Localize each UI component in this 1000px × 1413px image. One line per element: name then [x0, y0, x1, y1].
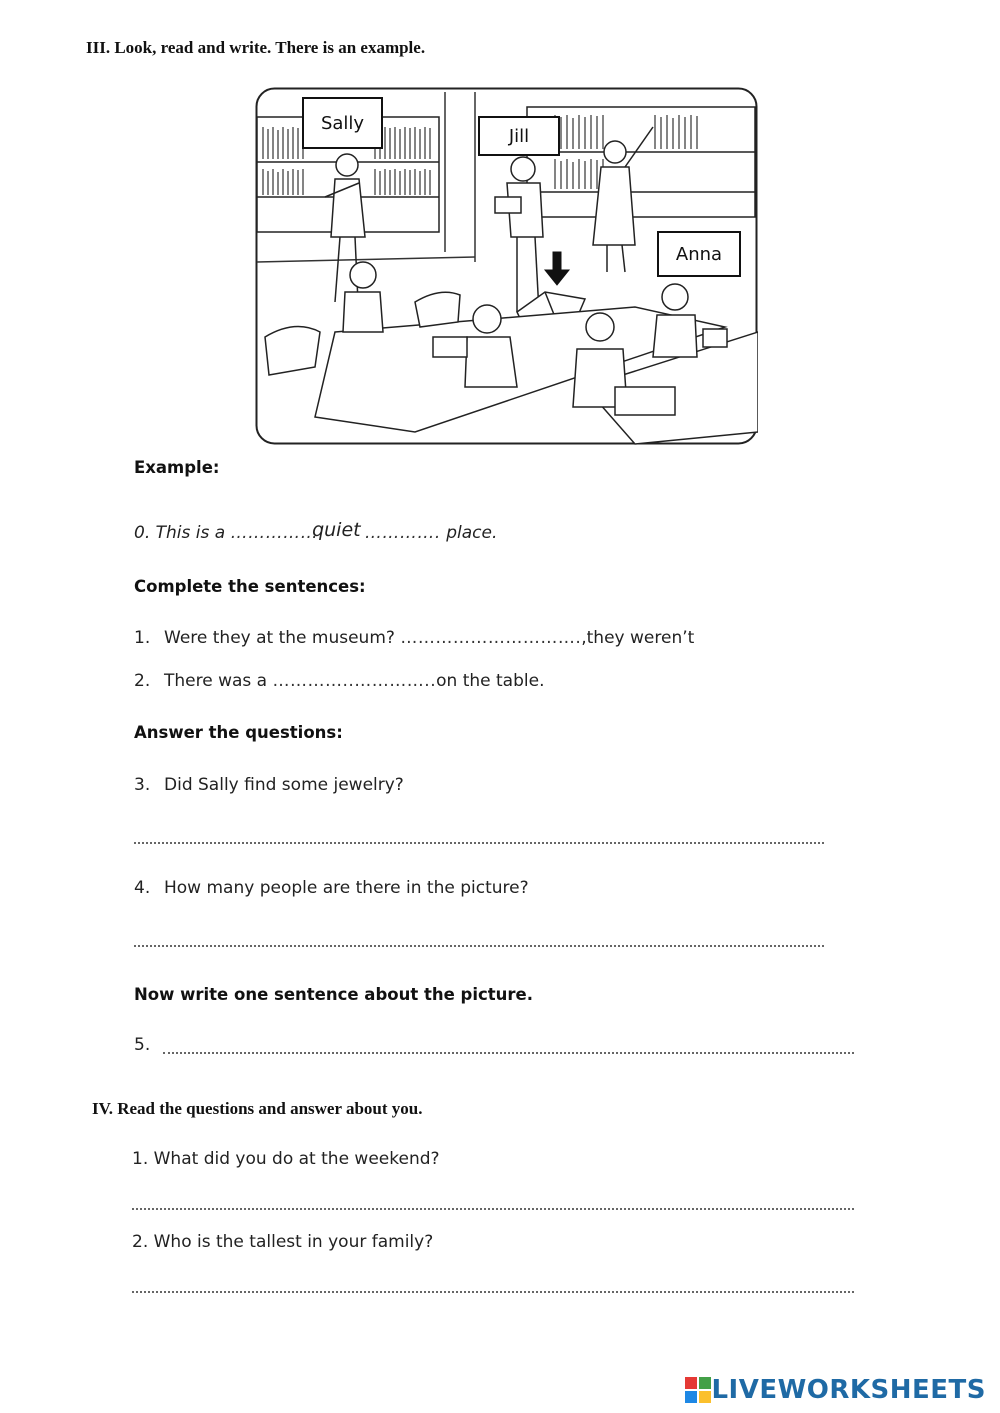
- example-answer: quiet: [312, 519, 361, 541]
- question-2: [134, 671, 544, 691]
- library-picture: [255, 87, 758, 445]
- answer-heading: Answer the questions:: [134, 723, 343, 742]
- label-sally: [302, 97, 383, 149]
- write-heading: Now write one sentence about the picture.: [134, 985, 534, 1004]
- question-2-number: 2.: [134, 671, 151, 691]
- question-3-text: Did Sally find some jewelry?: [164, 775, 404, 795]
- example-dots-before: ……………: [230, 523, 319, 543]
- complete-heading: Complete the sentences:: [134, 577, 366, 596]
- section-4-question-1: 1. What did you do at the weekend?: [132, 1149, 440, 1169]
- example-dots-after: ………….: [364, 523, 441, 543]
- question-4: [134, 878, 529, 898]
- label-jill-text: Jill: [508, 125, 530, 147]
- question-1-text-after: ,they weren’t: [581, 628, 695, 648]
- question-4-text: How many people are there in the picture?: [164, 878, 529, 898]
- question-1-number: 1.: [134, 628, 151, 648]
- section-4-question-2: 2. Who is the tallest in your family?: [132, 1232, 434, 1252]
- section-4-question-2-answer-line[interactable]: [132, 1291, 854, 1293]
- section-4-question-1-answer-line[interactable]: [132, 1208, 854, 1210]
- example-answer-wrap: [312, 519, 365, 543]
- question-2-blank[interactable]: …………..…………..: [272, 671, 437, 691]
- question-3-answer-line[interactable]: [134, 842, 824, 844]
- question-5-number: 5.: [134, 1035, 151, 1055]
- question-3: [134, 775, 404, 795]
- liveworksheets-logo: [685, 1375, 986, 1405]
- section-4-title: IV. Read the questions and answer about you.: [92, 1099, 423, 1118]
- question-1: [134, 628, 694, 648]
- question-4-answer-line[interactable]: [134, 945, 824, 947]
- label-anna: [657, 231, 741, 277]
- label-anna-text: Anna: [675, 243, 723, 265]
- section-3-title: III. Look, read and write. There is an example.: [86, 38, 426, 57]
- example-sentence: [134, 519, 498, 543]
- label-sally-text: Sally: [320, 112, 365, 134]
- question-4-number: 4.: [134, 878, 151, 898]
- question-1-text-before: Were they at the museum?: [164, 628, 401, 648]
- question-2-text-after: on the table.: [436, 671, 545, 691]
- label-jill: [478, 116, 560, 156]
- example-suffix: place.: [440, 523, 498, 543]
- logo-grid-icon: [685, 1377, 711, 1403]
- question-5-answer-line[interactable]: [163, 1052, 854, 1054]
- question-3-number: 3.: [134, 775, 151, 795]
- example-heading: Example:: [134, 458, 220, 477]
- example-prefix: 0. This is a: [134, 523, 231, 543]
- question-2-text-before: There was a: [164, 671, 273, 691]
- question-1-blank[interactable]: ………………………….: [400, 628, 582, 648]
- logo-text: LIVEWORKSHEETS: [711, 1375, 986, 1405]
